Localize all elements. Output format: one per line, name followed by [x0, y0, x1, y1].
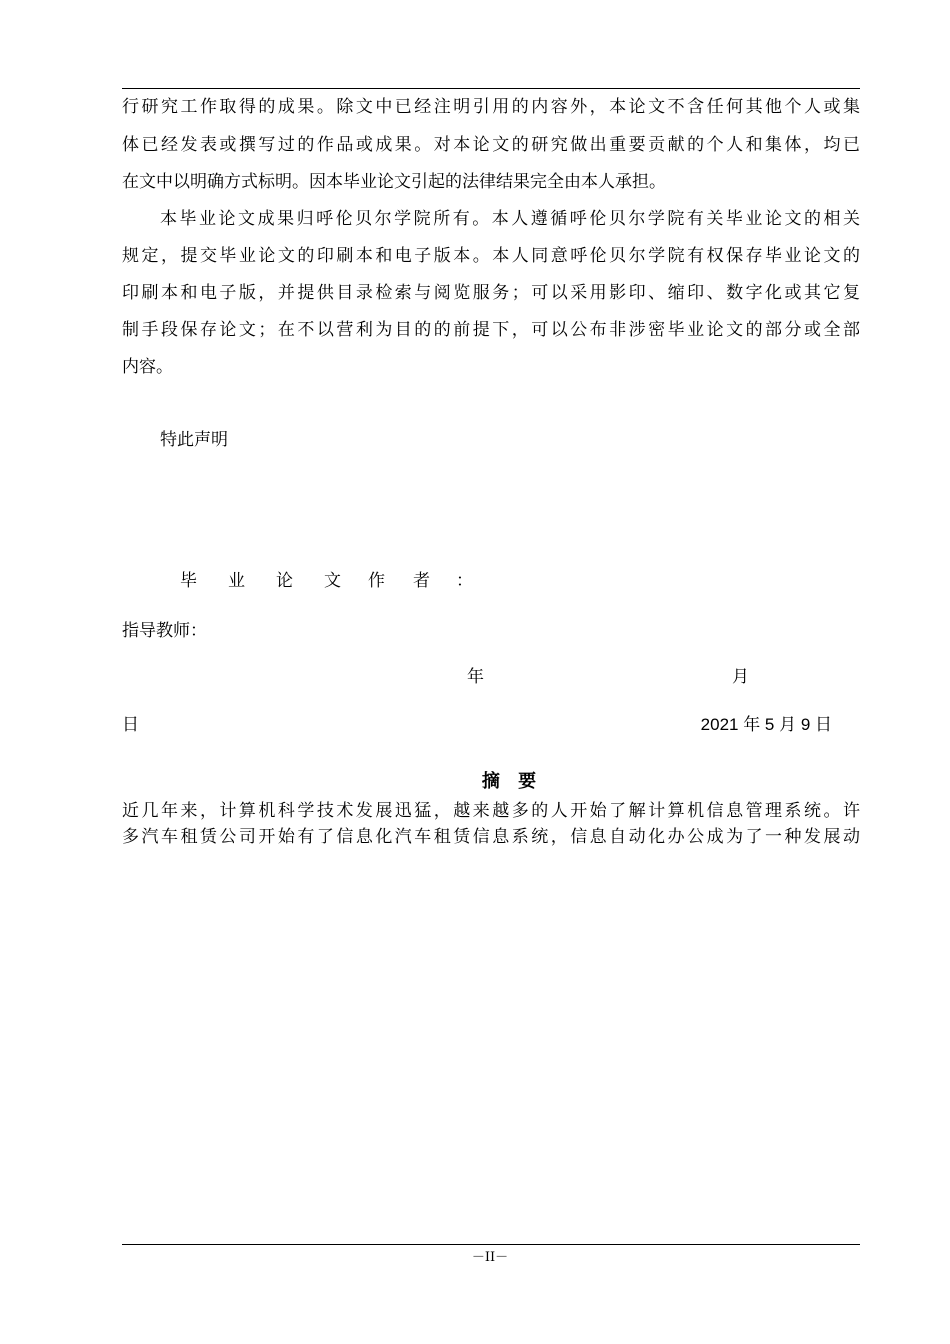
declaration-line-3: 在文中以明确方式标明。因本毕业论文引起的法律结果完全由本人承担。: [122, 172, 666, 192]
abstract-title: 摘 要: [481, 771, 543, 792]
abstract-line-1: 近几年来，计算机科学技术发展迅猛，越来越多的人开始了解计算机信息管理系统。许: [122, 801, 860, 821]
copyright-line-1: 本毕业论文成果归呼伦贝尔学院所有。本人遵循呼伦贝尔学院有关毕业论文的相关: [160, 209, 860, 229]
statement-text: 特此声明: [160, 430, 228, 450]
abstract-line-2: 多汽车租赁公司开始有了信息化汽车租赁信息系统，信息自动化办公成为了一种发展动: [122, 827, 860, 847]
copyright-line-2: 规定，提交毕业论文的印刷本和电子版本。本人同意呼伦贝尔学院有权保存毕业论文的: [122, 246, 860, 266]
declaration-line-1: 行研究工作取得的成果。除文中已经注明引用的内容外，本论文不含任何其他个人或集: [122, 97, 860, 117]
author-char: 作: [368, 571, 385, 591]
author-char: 业: [228, 571, 245, 591]
day-label: 日: [122, 715, 139, 735]
year-label: 年: [467, 667, 484, 687]
signature-date: 2021 年 5 月 9 日: [700, 715, 832, 734]
declaration-line-2: 体已经发表或撰写过的作品或成果。对本论文的研究做出重要贡献的个人和集体，均已: [122, 135, 860, 155]
footer-rule: [122, 1244, 860, 1245]
author-char: 文: [324, 571, 341, 591]
author-char: 者: [413, 571, 430, 591]
copyright-line-4: 制手段保存论文；在不以营利为目的的前提下，可以公布非涉密毕业论文的部分或全部: [122, 320, 860, 340]
header-rule: [122, 88, 860, 89]
advisor-label: 指导教师：: [122, 621, 207, 641]
copyright-line-3: 印刷本和电子版，并提供目录检索与阅览服务；可以采用影印、缩印、数字化或其它复: [122, 283, 860, 303]
month-label: 月: [732, 667, 749, 687]
author-char: 论: [276, 571, 293, 591]
page-number: －II－: [471, 1250, 509, 1265]
copyright-line-5: 内容。: [122, 357, 173, 377]
author-char: 毕: [180, 571, 197, 591]
author-char: ：: [456, 571, 473, 591]
